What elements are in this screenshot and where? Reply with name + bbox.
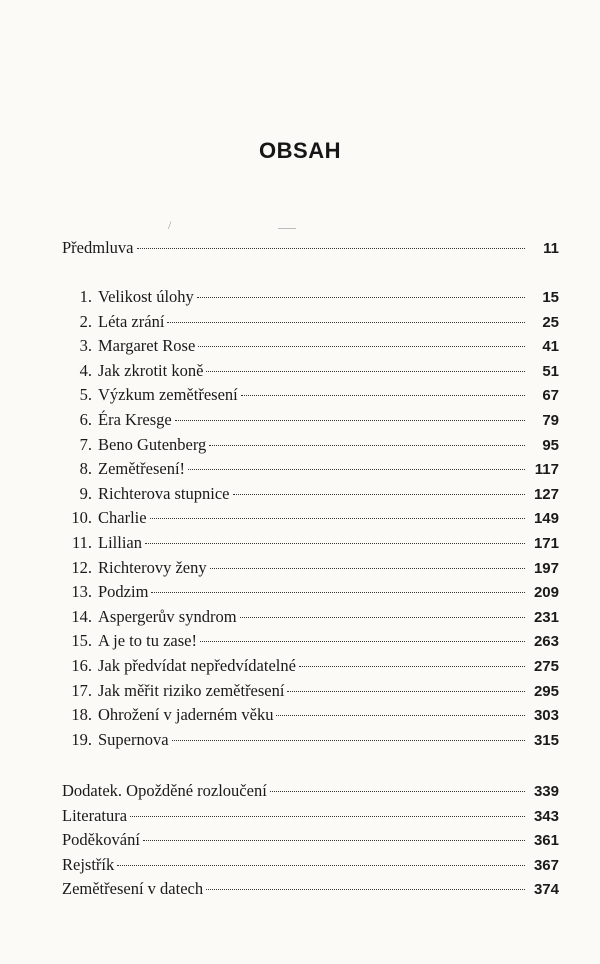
toc-row-chapter[interactable] bbox=[62, 606, 559, 628]
chapter-number: 6. bbox=[79, 410, 92, 429]
leader-dots bbox=[233, 494, 525, 495]
toc-page-number: 197 bbox=[533, 559, 559, 577]
toc-row-chapter[interactable] bbox=[62, 286, 559, 308]
leader-dots bbox=[206, 889, 525, 890]
toc-page-number: 41 bbox=[542, 338, 559, 356]
toc-page-number: 95 bbox=[542, 436, 559, 454]
toc-page-number: 11 bbox=[543, 240, 559, 257]
toc-row-chapter[interactable] bbox=[62, 360, 559, 382]
leader-dots bbox=[210, 568, 525, 569]
leader-dots bbox=[137, 248, 526, 249]
leader-dots bbox=[200, 641, 525, 642]
leader-dots bbox=[175, 420, 525, 421]
toc-row-chapter[interactable] bbox=[62, 630, 559, 652]
toc-page-number: 315 bbox=[533, 731, 559, 749]
pencil-mark bbox=[278, 228, 296, 229]
chapter-number: 15. bbox=[71, 631, 92, 651]
toc-label: Aspergerův syndrom bbox=[98, 606, 237, 626]
leader-dots bbox=[241, 395, 525, 396]
toc-row-chapter[interactable] bbox=[62, 680, 559, 702]
toc-page-number: 275 bbox=[533, 658, 559, 675]
toc-label: A je to tu zase! bbox=[98, 631, 197, 651]
toc-label: Výzkum zemětřesení bbox=[98, 385, 238, 405]
leader-dots bbox=[151, 592, 525, 593]
toc-label: Jak měřit riziko zemětřesení bbox=[98, 680, 285, 700]
chapter-number: 7. bbox=[79, 434, 92, 454]
toc-label: Zemětřesení! bbox=[98, 459, 186, 479]
toc-page-number: 149 bbox=[533, 510, 559, 528]
toc-row-chapter[interactable] bbox=[62, 483, 559, 505]
leader-dots bbox=[143, 840, 525, 841]
toc-page-number: 127 bbox=[533, 485, 559, 503]
chapter-number: 9. bbox=[79, 483, 92, 503]
toc-label: Richterova stupnice bbox=[98, 483, 230, 503]
toc-row-chapter[interactable] bbox=[62, 532, 559, 554]
chapter-number: 12. bbox=[71, 557, 92, 577]
toc-row-back-matter[interactable] bbox=[62, 805, 559, 827]
toc-row-chapter[interactable] bbox=[62, 311, 559, 333]
toc-label: Dodatek. Opožděné rozloučení bbox=[62, 781, 267, 800]
toc-page-number: 263 bbox=[533, 633, 559, 651]
chapter-number: 1. bbox=[79, 287, 92, 306]
toc-row-chapter[interactable] bbox=[62, 704, 559, 726]
toc-row-chapter[interactable] bbox=[62, 458, 559, 480]
toc-page-number: 367 bbox=[533, 856, 559, 874]
leader-dots bbox=[130, 816, 525, 817]
chapter-number: 18. bbox=[71, 705, 92, 725]
toc-row-preface[interactable] bbox=[62, 237, 559, 259]
toc-page-number: 374 bbox=[533, 881, 559, 899]
chapter-number: 10. bbox=[71, 508, 92, 528]
toc-label: Margaret Rose bbox=[98, 336, 196, 356]
toc-row-chapter[interactable] bbox=[62, 655, 559, 677]
toc-page-number: 339 bbox=[533, 783, 559, 800]
toc-page-number: 25 bbox=[542, 313, 559, 331]
toc-label: Podzim bbox=[98, 582, 149, 602]
toc-page-number: 303 bbox=[533, 707, 559, 725]
leader-dots bbox=[276, 715, 525, 716]
toc-row-chapter[interactable] bbox=[62, 557, 559, 579]
leader-dots bbox=[117, 865, 525, 866]
chapter-number: 5. bbox=[79, 385, 92, 405]
toc-label: Lillian bbox=[98, 533, 142, 552]
chapter-number: 17. bbox=[71, 680, 92, 700]
toc-row-chapter[interactable] bbox=[62, 581, 559, 603]
toc-label: Beno Gutenberg bbox=[98, 434, 207, 454]
leader-dots bbox=[197, 297, 525, 298]
leader-dots bbox=[206, 371, 525, 372]
leader-dots bbox=[150, 518, 525, 519]
toc-page-number: 171 bbox=[533, 535, 559, 552]
toc-label: Jak předvídat nepředvídatelné bbox=[98, 656, 296, 675]
toc-page-number: 67 bbox=[542, 387, 559, 405]
leader-dots bbox=[188, 469, 525, 470]
toc-row-chapter[interactable] bbox=[62, 384, 559, 406]
chapter-number: 14. bbox=[71, 606, 92, 626]
page-title: OBSAH bbox=[259, 138, 341, 163]
toc-row-back-matter[interactable] bbox=[62, 780, 559, 802]
chapter-number: 11. bbox=[71, 533, 92, 552]
toc-row-chapter[interactable] bbox=[62, 335, 559, 357]
toc-page-number: 51 bbox=[542, 362, 559, 380]
toc-row-chapter[interactable] bbox=[62, 507, 559, 529]
toc-label: Charlie bbox=[98, 508, 147, 528]
chapter-number: 2. bbox=[79, 311, 92, 331]
toc-label: Richterovy ženy bbox=[98, 557, 207, 577]
toc-label: Ohrožení v jaderném věku bbox=[98, 705, 274, 725]
leader-dots bbox=[240, 617, 525, 618]
chapter-number: 16. bbox=[71, 656, 92, 675]
leader-dots bbox=[270, 791, 525, 792]
chapter-number: 19. bbox=[71, 729, 92, 749]
toc-row-back-matter[interactable] bbox=[62, 829, 559, 851]
toc-label: Rejstřík bbox=[62, 854, 115, 874]
toc-page-number: 361 bbox=[533, 832, 559, 850]
toc-page-number: 295 bbox=[533, 682, 559, 700]
leader-dots bbox=[299, 666, 525, 667]
toc-label: Poděkování bbox=[62, 830, 140, 850]
toc-page-number: 231 bbox=[533, 608, 559, 626]
toc-row-chapter[interactable] bbox=[62, 434, 559, 456]
leader-dots bbox=[172, 740, 525, 741]
leader-dots bbox=[287, 691, 525, 692]
toc-row-chapter[interactable] bbox=[62, 409, 559, 431]
chapter-number: 4. bbox=[79, 360, 92, 380]
toc-page-number: 209 bbox=[533, 584, 559, 602]
toc-label: Léta zrání bbox=[98, 311, 165, 331]
toc-row-chapter[interactable] bbox=[62, 729, 559, 751]
leader-dots bbox=[209, 445, 525, 446]
chapter-number: 13. bbox=[71, 582, 92, 602]
toc-label: Předmluva bbox=[62, 238, 134, 257]
toc-label: Literatura bbox=[62, 805, 128, 825]
toc-page-number: 343 bbox=[533, 807, 559, 825]
toc-label: Jak zkrotit koně bbox=[98, 360, 204, 380]
leader-dots bbox=[145, 543, 525, 544]
pencil-mark: / bbox=[168, 218, 172, 232]
toc-row-back-matter[interactable] bbox=[62, 878, 559, 900]
toc-label: Supernova bbox=[98, 729, 169, 749]
toc-label: Zemětřesení v datech bbox=[62, 879, 204, 899]
leader-dots bbox=[167, 322, 525, 323]
toc-page-number: 117 bbox=[534, 461, 559, 479]
toc-label: Éra Kresge bbox=[98, 410, 172, 429]
leader-dots bbox=[198, 346, 525, 347]
toc-row-back-matter[interactable] bbox=[62, 854, 559, 876]
toc-page-number: 15 bbox=[542, 289, 559, 306]
toc-page-number: 79 bbox=[542, 412, 559, 429]
chapter-number: 8. bbox=[79, 459, 92, 479]
chapter-number: 3. bbox=[79, 336, 92, 356]
toc-label: Velikost úlohy bbox=[98, 287, 194, 306]
